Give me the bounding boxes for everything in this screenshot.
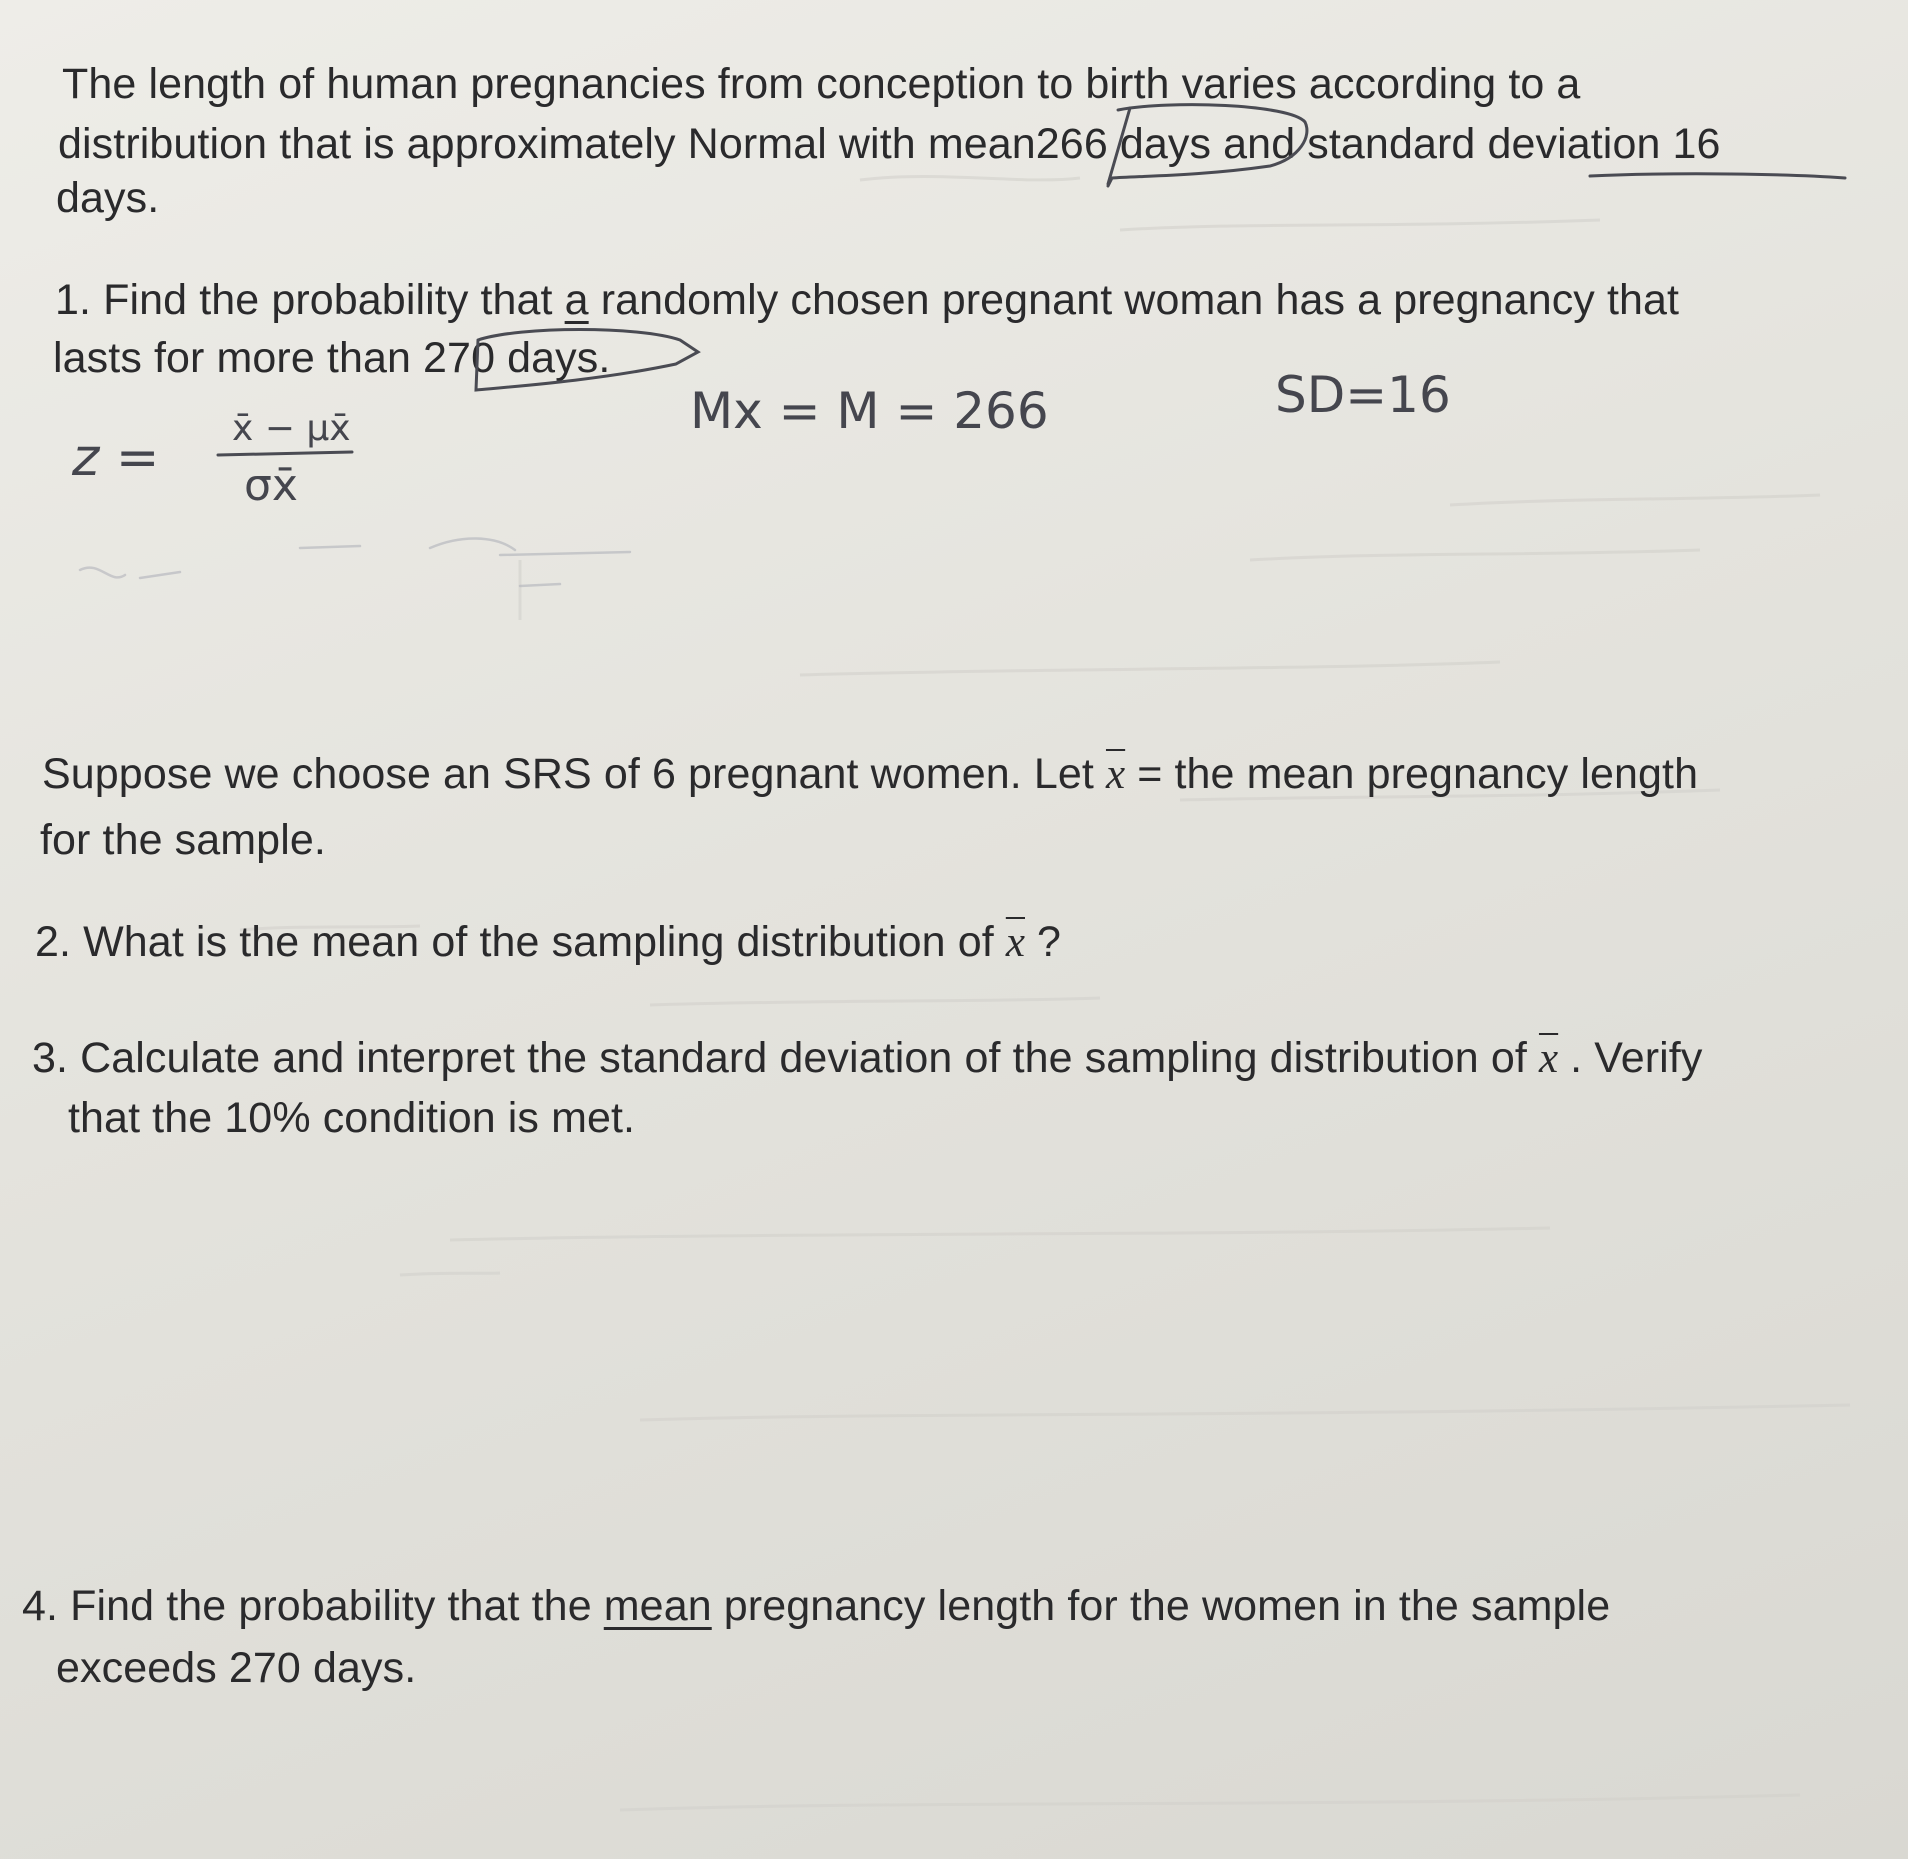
x-bar-symbol: $\overline{x}$ — [1105, 751, 1126, 798]
question-1-line-1-end: randomly chosen pregnant woman has a pregnancy that — [588, 276, 1680, 324]
threshold-270-days: 270 days. — [423, 334, 611, 382]
mean-266-days: 266 days — [1035, 120, 1212, 168]
question-4-line-1-start: 4. Find the probability that the — [22, 1582, 604, 1630]
setup-line-1 — [42, 746, 1698, 803]
handwritten-z-equals: z = — [72, 428, 160, 488]
handwritten-sd-note: SD=16 — [1275, 366, 1451, 424]
question-3-line-1-end: . Verify — [1558, 1034, 1703, 1082]
question-3-line-2: that the 10% condition is met. — [68, 1094, 636, 1142]
question-4-line-1-end: pregnancy length for the women in the sample — [711, 1582, 1611, 1630]
fraction-bar — [218, 452, 352, 455]
question-1-line-2-start: lasts for more than — [53, 334, 424, 382]
question-3-line-1-start: 3. Calculate and interpret the standard deviation of the sampling distribution of — [32, 1034, 1539, 1082]
question-2 — [35, 914, 1061, 971]
handwritten-mean-note: Mx = M = 266 — [690, 382, 1049, 440]
setup-line-2: for the sample. — [40, 816, 326, 864]
x-bar-symbol: $\overline{x}$ — [1005, 919, 1025, 966]
handwritten-numerator: x̄ − μx̄ — [232, 408, 351, 449]
intro-line-3: days. — [56, 174, 160, 222]
question-3-line-1 — [32, 1030, 1702, 1087]
x-bar-symbol: $\overline{x}$ — [1538, 1035, 1559, 1082]
question-1-line-2 — [53, 330, 610, 387]
handwritten-denominator: σx̄ — [244, 460, 298, 511]
underlined-a: a — [564, 276, 589, 324]
question-2-text: 2. What is the mean of the sampling distribution of — [35, 918, 1006, 966]
setup-line-1-end: = the mean pregnancy length — [1125, 750, 1699, 798]
question-2-end: ? — [1025, 918, 1062, 966]
underlined-mean: mean — [603, 1582, 712, 1630]
erased-marks — [80, 538, 630, 586]
underline-standard-deviation — [1590, 174, 1845, 178]
question-4-line-2: exceeds 270 days. — [56, 1644, 417, 1692]
question-4-line-1 — [22, 1578, 1610, 1635]
intro-line-2 — [58, 116, 1721, 173]
setup-line-1-start: Suppose we choose an SRS of 6 pregnant women. Let — [42, 750, 1106, 798]
intro-line-2-end: and standard deviation 16 — [1211, 120, 1721, 168]
intro-line-2-start: distribution that is approximately Normal with mean — [58, 120, 1036, 168]
question-1-line-1 — [55, 272, 1679, 329]
question-1-line-1-start: 1. Find the probability that — [55, 276, 565, 324]
intro-line-1: The length of human pregnancies from conception to birth varies according to a — [62, 60, 1581, 108]
